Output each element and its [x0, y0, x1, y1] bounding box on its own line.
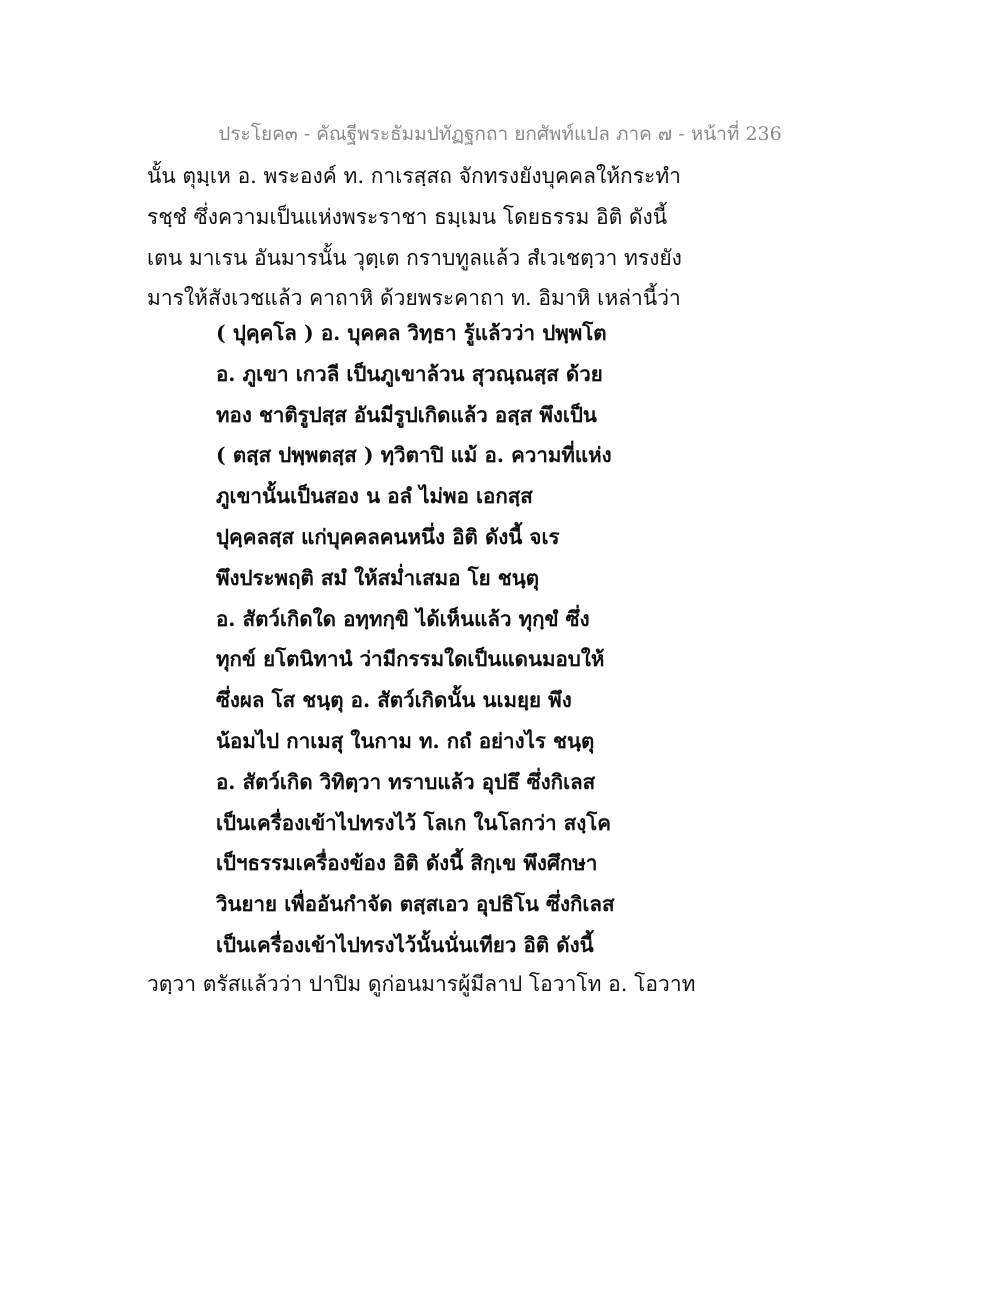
verse-line: พึงประพฤติ สมํ ให้สม่ำเสมอ โย ชนฺตุ — [216, 565, 540, 590]
closing-paragraph — [147, 964, 867, 1005]
verse-line: อ. สัตว์เกิด วิทิตฺวา ทราบแล้ว อุปธึ ซึ่งกิเลส — [216, 769, 596, 794]
verse-line: ( ตสฺส ปพฺพตสฺส ) ทฺวิตาปิ แม้ อ. ความที่แห่ง — [216, 443, 612, 468]
intro-paragraph — [147, 156, 867, 319]
verse-line: ภูเขานั้นเป็นสอง น อลํ ไม่พอ เอกสฺส — [216, 484, 533, 509]
text-line: เตน มาเรน อันมารนั้น วุตฺเต กราบทูลแล้ว สํเวเชตฺวา ทรงยัง — [147, 245, 682, 270]
verse-line: ทอง ชาติรูปสฺส อันมีรูปเกิดแล้ว อสฺส พึงเป็น — [216, 402, 597, 427]
verse-line: น้อมไป กาเมสุ ในกาม ท. กถํ อย่างไร ชนฺตุ — [216, 728, 595, 753]
verse-line: อ. สัตว์เกิดใด อทฺทกฺขิ ได้เห็นแล้ว ทุกฺขํ ซึ่ง — [216, 606, 590, 631]
verse-line: วินยาย เพื่ออันกำจัด ตสฺสเอว อุปธิโน ซึ่งกิเลส — [216, 892, 615, 917]
verse-line: เป็นเครื่องเข้าไปทรงไว้ โลเก ในโลกว่า สงฺโค — [216, 810, 611, 835]
text-line: รชฺชํ ซึ่งความเป็นแห่งพระราชา ธมฺเมน โดยธรรม อิติ ดังนี้ — [147, 204, 668, 229]
verse-line: เป็นเครื่องเข้าไปทรงไว้นั้นนั่นเทียว อิติ ดังนี้ — [216, 932, 594, 957]
verse-line: ( ปุคฺคโล ) อ. บุคคล วิทฺธา รู้แล้วว่า ปพฺพโต — [216, 321, 607, 345]
verse-block — [216, 313, 856, 966]
text-line: มารให้สังเวชแล้ว คาถาหิ ด้วยพระคาถา ท. อิมาหิ เหล่านี้ว่า — [147, 286, 681, 311]
verse-line: ซึ่งผล โส ชนฺตุ อ. สัตว์เกิดนั้น นเมยฺย พึง — [216, 688, 572, 713]
verse-line: ทุกข์ ยโตนิทานํ ว่ามีกรรมใดเป็นแดนมอบให้ — [216, 647, 605, 672]
verse-line: เป็ฯธรรมเครื่องข้อง อิติ ดังนี้ สิกฺเข พึงศึกษา — [216, 851, 598, 876]
verse-line: ปุคฺคลสฺส แก่บุคคลคนหนึ่ง อิติ ดังนี้ จเร — [216, 524, 560, 549]
running-header: ประโยค๓ - คัณฐีพระธัมมปทัฏฐกถา ยกศัพท์แปล ภาค ๗ - หน้าที่ 236 — [218, 123, 782, 145]
text-line: วตฺวา ตรัสแล้วว่า ปาปิม ดูก่อนมารผู้มีลาป โอวาโท อ. โอวาท — [147, 972, 696, 996]
text-line: นั้น ตุมฺเห อ. พระองค์ ท. กาเรสฺสถ จักทรงยังบุคคลให้กระทำ — [147, 164, 681, 188]
verse-line: อ. ภูเขา เกวลี เป็นภูเขาล้วน สุวณฺณสฺส ด้วย — [216, 361, 603, 386]
